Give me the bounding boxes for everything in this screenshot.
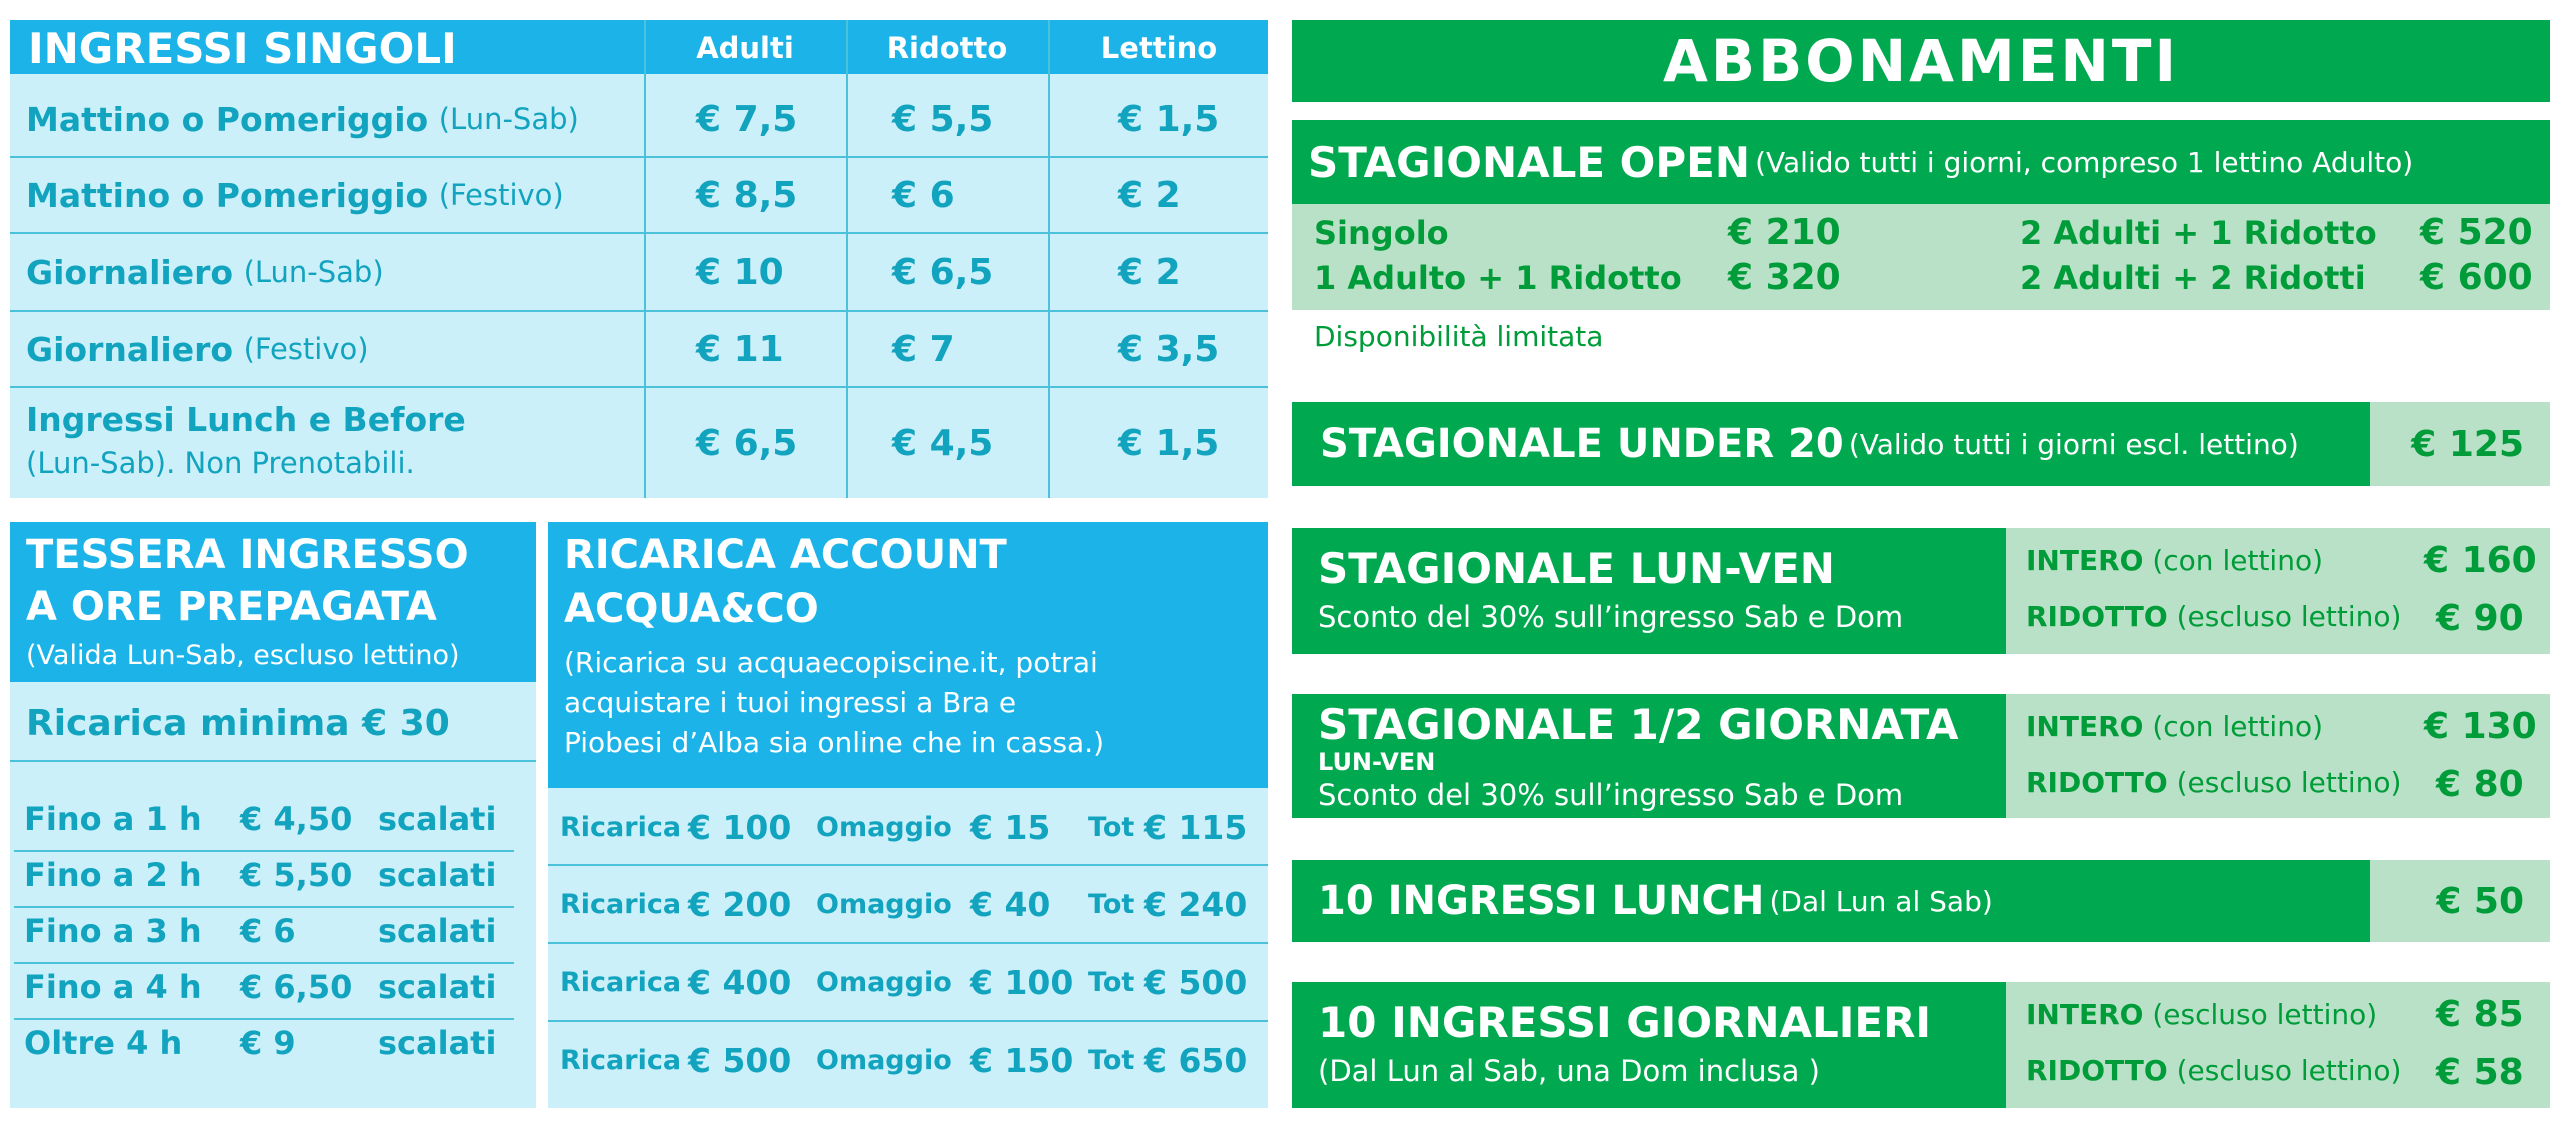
abbonamenti-title: ABBONAMENTI <box>1292 20 2550 102</box>
tessera-row-divider <box>14 962 514 964</box>
tessera-row <box>24 800 514 850</box>
giornalieri-sub: (Dal Lun al Sab, una Dom inclusa ) <box>1318 1054 1820 1088</box>
tessera-row-divider <box>14 1018 514 1020</box>
open-item-label: 1 Adulto + 1 Ridotto <box>1314 259 1682 297</box>
ricarica-desc: acquistare i tuoi ingressi a Bra e <box>564 686 1017 719</box>
price-adulti: € 8,5 <box>696 174 798 216</box>
ridotto-label: RIDOTTO <box>2026 600 2168 633</box>
open-item-label: Singolo <box>1314 214 1449 252</box>
price-adulti: € 10 <box>696 251 784 293</box>
row-note: (Lun-Sab) <box>243 255 384 289</box>
ricarica-amount: € 200 <box>688 884 792 924</box>
tessera-row-unit: scalati <box>378 968 497 1006</box>
open-availability: Disponibilità limitata <box>1314 320 1604 353</box>
ricarica-row <box>548 790 1268 864</box>
price-ridotto: € 7 <box>892 328 955 370</box>
under20-row <box>1292 402 2370 486</box>
tessera-row-price: € 6 <box>240 912 296 950</box>
open-item-label: 2 Adulti + 1 Ridotto <box>2020 214 2377 252</box>
mezza-small: LUN-VEN <box>1318 748 1436 776</box>
lunch-row <box>1292 860 2370 942</box>
ricarica-title: RICARICA ACCOUNT <box>564 532 1007 578</box>
tessera-row-label: Oltre 4 h <box>24 1024 183 1062</box>
giornalieri-ridotto-price: € 58 <box>2436 1052 2524 1093</box>
tessera-divider <box>10 760 536 762</box>
intero-note: (con lettino) <box>2152 710 2323 743</box>
row-label: Giornaliero <box>26 329 234 369</box>
intero-label: INTERO <box>2026 544 2144 577</box>
intero-label: INTERO <box>2026 998 2144 1031</box>
ricarica-label: Ricarica <box>560 966 682 998</box>
price-lettino: € 1,5 <box>1118 422 1220 464</box>
ricarica-label: Ricarica <box>560 888 682 920</box>
ricarica-row <box>548 1022 1268 1098</box>
ricarica-amount: € 400 <box>688 962 792 1002</box>
intero-note: (escluso lettino) <box>2152 998 2378 1031</box>
lunven-intero-price: € 160 <box>2424 540 2537 581</box>
row-note: (Festivo) <box>438 178 564 212</box>
col-header-ridotto: Ridotto <box>886 31 1008 65</box>
ricarica-label: Ricarica <box>560 1044 682 1076</box>
tessera-row-unit: scalati <box>378 800 497 838</box>
intero-label: INTERO <box>2026 710 2144 743</box>
open-title-row <box>1308 120 2413 204</box>
omaggio-label: Omaggio <box>816 966 952 998</box>
giornalieri-title: 10 INGRESSI GIORNALIERI <box>1318 998 1932 1047</box>
tot-label: Tot <box>1088 811 1135 843</box>
price-adulti: € 7,5 <box>696 98 798 140</box>
price-ridotto: € 4,5 <box>892 422 994 464</box>
lunch-title: 10 INGRESSI LUNCH <box>1318 878 1765 924</box>
omaggio-amount: € 15 <box>970 807 1051 847</box>
tessera-row <box>24 968 514 1018</box>
col-divider <box>846 20 848 498</box>
ridotto-label: RIDOTTO <box>2026 766 2168 799</box>
lunven-title: STAGIONALE LUN-VEN <box>1318 544 1835 593</box>
price-adulti: € 11 <box>696 328 784 370</box>
ridotto-label: RIDOTTO <box>2026 1054 2168 1087</box>
price-lettino: € 1,5 <box>1118 98 1220 140</box>
mezza-sub: Sconto del 30% sull’ingresso Sab e Dom <box>1318 778 1904 812</box>
price-ridotto: € 6,5 <box>892 251 994 293</box>
mezza-ridotto-price: € 80 <box>2436 764 2524 805</box>
open-item-price: € 210 <box>1728 212 1841 253</box>
tot-label: Tot <box>1088 966 1135 998</box>
open-title: STAGIONALE OPEN <box>1308 137 1751 187</box>
tessera-row-price: € 9 <box>240 1024 296 1062</box>
lunven-ridotto <box>2026 600 2401 633</box>
under20-price: € 125 <box>2370 402 2550 486</box>
ridotto-note: (escluso lettino) <box>2176 600 2402 633</box>
price-lettino: € 2 <box>1118 251 1181 293</box>
col-divider <box>1048 20 1050 498</box>
omaggio-label: Omaggio <box>816 811 952 843</box>
tessera-row-label: Fino a 2 h <box>24 856 202 894</box>
table-row <box>26 312 369 386</box>
tessera-title: TESSERA INGRESSO <box>26 532 469 578</box>
mezza-intero-price: € 130 <box>2424 706 2537 747</box>
tot-amount: € 650 <box>1144 1040 1248 1080</box>
ingressi-title: INGRESSI SINGOLI <box>28 23 457 73</box>
table-row <box>26 82 579 156</box>
row-divider <box>10 386 1268 388</box>
tot-amount: € 500 <box>1144 962 1248 1002</box>
open-item-price: € 320 <box>1728 257 1841 298</box>
giornalieri-intero-price: € 85 <box>2436 994 2524 1035</box>
tessera-row-price: € 6,50 <box>240 968 353 1006</box>
tot-label: Tot <box>1088 888 1135 920</box>
ricarica-amount: € 100 <box>688 807 792 847</box>
giornalieri-ridotto <box>2026 1054 2401 1087</box>
ricarica-title-2: ACQUA&CO <box>564 586 819 632</box>
lunch-price: € 50 <box>2370 860 2550 942</box>
col-divider <box>644 20 646 498</box>
price-ridotto: € 6 <box>892 174 955 216</box>
tessera-row-unit: scalati <box>378 1024 497 1062</box>
tessera-row-price: € 5,50 <box>240 856 353 894</box>
lunven-sub: Sconto del 30% sull’ingresso Sab e Dom <box>1318 600 1904 634</box>
lunch-note: (Dal Lun al Sab) <box>1769 884 1993 918</box>
tessera-row <box>24 1024 514 1074</box>
mezza-ridotto <box>2026 766 2401 799</box>
open-item-price: € 600 <box>2420 257 2533 298</box>
open-note: (Valido tutti i giorni, compreso 1 lettino Adulto) <box>1755 145 2414 179</box>
tot-amount: € 115 <box>1144 807 1248 847</box>
row-label: Mattino o Pomeriggio <box>26 175 429 215</box>
ricarica-row <box>548 944 1268 1020</box>
col-header-adulti: Adulti <box>696 31 794 65</box>
open-item-price: € 520 <box>2420 212 2533 253</box>
tessera-row-label: Fino a 4 h <box>24 968 202 1006</box>
tessera-row-divider <box>14 850 514 852</box>
under20-title: STAGIONALE UNDER 20 <box>1320 421 1844 467</box>
tessera-title-2: A ORE PREPAGATA <box>26 584 437 630</box>
intero-note: (con lettino) <box>2152 544 2323 577</box>
table-row <box>26 158 564 232</box>
tot-amount: € 240 <box>1144 884 1248 924</box>
tessera-row-unit: scalati <box>378 856 497 894</box>
price-adulti: € 6,5 <box>696 422 798 464</box>
lunven-intero <box>2026 544 2323 577</box>
omaggio-amount: € 100 <box>970 962 1074 1002</box>
omaggio-label: Omaggio <box>816 1044 952 1076</box>
row-note: (Festivo) <box>243 332 369 366</box>
price-ridotto: € 5,5 <box>892 98 994 140</box>
ricarica-row <box>548 866 1268 942</box>
tessera-row <box>24 912 514 962</box>
lunven-ridotto-price: € 90 <box>2436 598 2524 639</box>
row-label: Mattino o Pomeriggio <box>26 99 429 139</box>
tot-label: Tot <box>1088 1044 1135 1076</box>
tessera-row <box>24 856 514 906</box>
price-lettino: € 3,5 <box>1118 328 1220 370</box>
tessera-row-unit: scalati <box>378 912 497 950</box>
ricarica-desc: Piobesi d’Alba sia online che in cassa.) <box>564 726 1105 759</box>
tessera-row-price: € 4,50 <box>240 800 353 838</box>
ricarica-label: Ricarica <box>560 811 682 843</box>
row-note: (Lun-Sab). Non Prenotabili. <box>26 446 415 480</box>
omaggio-label: Omaggio <box>816 888 952 920</box>
ricarica-desc: (Ricarica su acquaecopiscine.it, potrai <box>564 646 1098 679</box>
omaggio-amount: € 150 <box>970 1040 1074 1080</box>
row-note: (Lun-Sab) <box>438 102 579 136</box>
under20-note: (Valido tutti i giorni escl. lettino) <box>1848 427 2299 461</box>
tessera-subtitle: (Valida Lun-Sab, escluso lettino) <box>26 640 460 671</box>
mezza-intero <box>2026 710 2323 743</box>
tessera-row-label: Fino a 3 h <box>24 912 202 950</box>
omaggio-amount: € 40 <box>970 884 1051 924</box>
ricarica-minima: Ricarica minima € 30 <box>26 702 450 744</box>
giornalieri-intero <box>2026 998 2377 1031</box>
ricarica-amount: € 500 <box>688 1040 792 1080</box>
tessera-row-label: Fino a 1 h <box>24 800 202 838</box>
col-header-lettino: Lettino <box>1100 31 1218 65</box>
ridotto-note: (escluso lettino) <box>2176 1054 2402 1087</box>
table-row <box>26 234 384 310</box>
tessera-row-divider <box>14 906 514 908</box>
ridotto-note: (escluso lettino) <box>2176 766 2402 799</box>
row-label: Ingressi Lunch e Before <box>26 400 466 439</box>
price-lettino: € 2 <box>1118 174 1181 216</box>
open-item-label: 2 Adulti + 2 Ridotti <box>2020 259 2366 297</box>
row-label: Giornaliero <box>26 252 234 292</box>
mezza-title: STAGIONALE 1/2 GIORNATA <box>1318 700 1959 749</box>
